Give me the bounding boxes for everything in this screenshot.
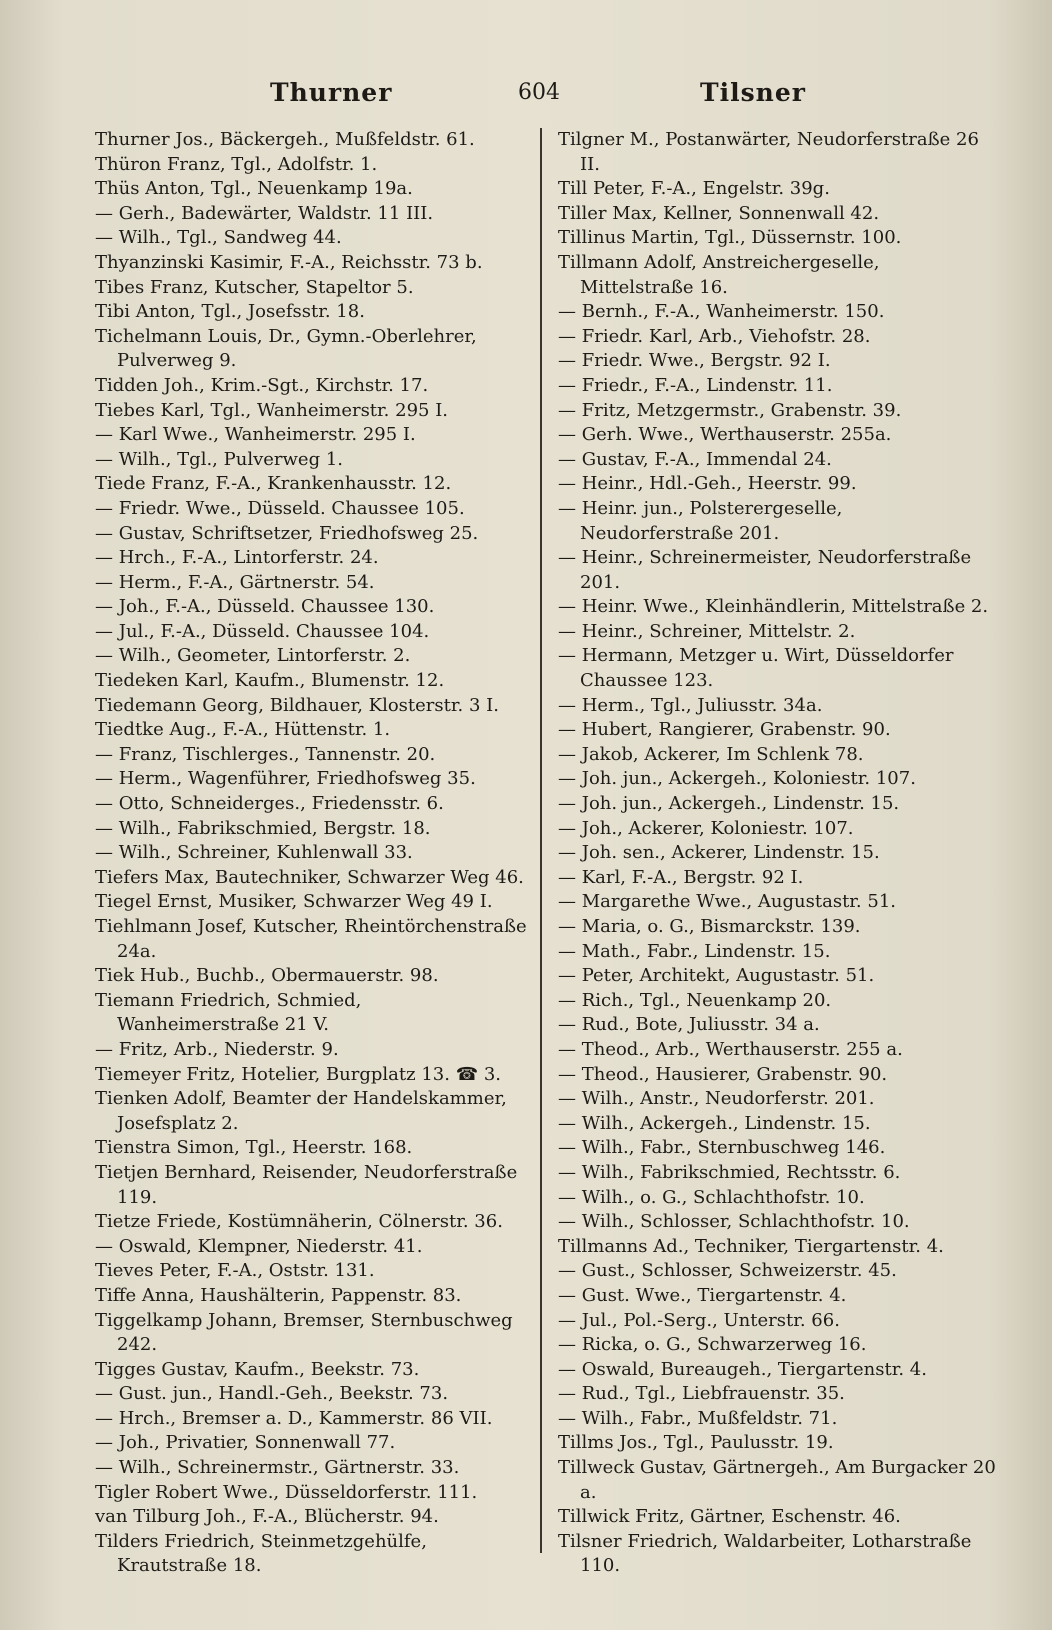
directory-entry: — Hrch., F.-A., Lintorferstr. 24. [95, 547, 379, 569]
right-column [558, 128, 998, 1579]
directory-entry: Tillweck Gustav, Gärtnergeh., Am Burgacker 20 a. [558, 1457, 996, 1503]
directory-entry: — Ricka, o. G., Schwarzerweg 16. [558, 1334, 867, 1356]
directory-entry: — Wilh., Fabr., Sternbuschweg 146. [558, 1137, 886, 1159]
directory-entry: — Jakob, Ackerer, Im Schlenk 78. [558, 743, 864, 765]
directory-entry: Tienken Adolf, Beamter der Handelskammer, Josefsplatz 2. [95, 1088, 507, 1134]
page-number: 604 [518, 80, 560, 105]
directory-entry: — Fritz, Metzgermstr., Grabenstr. 39. [558, 399, 902, 421]
directory-entry: Tiggelkamp Johann, Bremser, Sternbuschweg 242. [95, 1309, 513, 1356]
directory-entry: — Hrch., Bremser a. D., Kammerstr. 86 VII. [95, 1407, 493, 1429]
directory-entry: Thyanzinski Kasimir, F.-A., Reichsstr. 73 b. [95, 251, 483, 273]
directory-entry: Tiehlmann Josef, Kutscher, Rheintörchenstraße 24a. [95, 916, 527, 962]
directory-entry: van Tilburg Joh., F.-A., Blücherstr. 94. [95, 1506, 439, 1528]
directory-entry: — Maria, o. G., Bismarckstr. 139. [558, 916, 861, 937]
directory-entry: Tienstra Simon, Tgl., Heerstr. 168. [95, 1137, 413, 1159]
directory-entry: — Karl Wwe., Wanheimerstr. 295 I. [95, 424, 416, 446]
directory-entry: — Rud., Bote, Juliusstr. 34 a. [558, 1014, 820, 1036]
directory-entry: Tiffe Anna, Haushälterin, Pappenstr. 83. [95, 1284, 462, 1306]
directory-entry: Tibi Anton, Tgl., Josefsstr. 18. [95, 301, 365, 323]
right-running-head: Tilsner [700, 78, 806, 107]
directory-entry: Tiede Franz, F.-A., Krankenhausstr. 12. [95, 473, 452, 495]
directory-entry: — Wilh., Schreinermstr., Gärtnerstr. 33. [95, 1457, 460, 1479]
directory-entry: Thüron Franz, Tgl., Adolfstr. 1. [95, 153, 378, 175]
directory-entry: Tillmann Adolf, Anstreichergeselle, Mittelstraße 16. [558, 251, 880, 298]
directory-entry: — Gerh. Wwe., Werthauserstr. 255a. [558, 424, 892, 446]
directory-entry: — Hubert, Rangierer, Grabenstr. 90. [558, 719, 891, 741]
directory-entry: — Gust. Wwe., Tiergartenstr. 4. [558, 1284, 847, 1306]
directory-entry: — Friedr. Wwe., Bergstr. 92 I. [558, 350, 831, 372]
directory-entry: — Oswald, Bureaugeh., Tiergartenstr. 4. [558, 1358, 927, 1380]
directory-entry: Tigges Gustav, Kaufm., Beekstr. 73. [95, 1358, 420, 1380]
directory-entry: Tigler Robert Wwe., Düsseldorferstr. 111. [95, 1481, 478, 1503]
directory-entry: — Heinr., Schreiner, Mittelstr. 2. [558, 620, 856, 642]
directory-entry: — Heinr. jun., Polsterergeselle, Neudorferstraße 201. [558, 497, 843, 544]
directory-entry: Tilsner Friedrich, Waldarbeiter, Lotharstraße 110. [558, 1530, 972, 1577]
directory-entry: Tietjen Bernhard, Reisender, Neudorferstraße 119. [95, 1161, 518, 1208]
directory-entry: Tiek Hub., Buchb., Obermauerstr. 98. [95, 965, 439, 987]
directory-entry: — Jul., F.-A., Düsseld. Chaussee 104. [95, 620, 430, 642]
column-divider [540, 128, 542, 1553]
directory-entry: Tillms Jos., Tgl., Paulusstr. 19. [558, 1432, 834, 1454]
directory-entry: — Friedr. Karl, Arb., Viehofstr. 28. [558, 325, 871, 347]
directory-entry: — Peter, Architekt, Augustastr. 51. [558, 965, 875, 987]
directory-entry: Thüs Anton, Tgl., Neuenkamp 19a. [95, 178, 413, 200]
directory-entry: — Friedr., F.-A., Lindenstr. 11. [558, 374, 833, 396]
directory-entry: — Franz, Tischlerges., Tannenstr. 20. [95, 743, 436, 765]
directory-entry: — Rich., Tgl., Neuenkamp 20. [558, 989, 832, 1011]
directory-entry: — Gust. jun., Handl.-Geh., Beekstr. 73. [95, 1383, 449, 1405]
page-header [0, 74, 1052, 114]
directory-entry: — Wilh., Tgl., Pulverweg 1. [95, 448, 343, 470]
directory-entry: — Rud., Tgl., Liebfrauenstr. 35. [558, 1383, 845, 1405]
directory-entry: — Wilh., Geometer, Lintorferstr. 2. [95, 645, 411, 667]
directory-entry: — Joh. sen., Ackerer, Lindenstr. 15. [558, 842, 880, 864]
directory-entry: — Theod., Hausierer, Grabenstr. 90. [558, 1063, 888, 1085]
directory-entry: — Wilh., Tgl., Sandweg 44. [95, 227, 342, 249]
directory-entry: — Margarethe Wwe., Augustastr. 51. [558, 891, 897, 913]
directory-entry: Tiedeken Karl, Kaufm., Blumenstr. 12. [95, 670, 445, 692]
directory-entry: — Wilh., Anstr., Neudorferstr. 201. [558, 1088, 875, 1110]
directory-entry: — Fritz, Arb., Niederstr. 9. [95, 1038, 339, 1060]
directory-entry: — Otto, Schneiderges., Friedensstr. 6. [95, 793, 444, 815]
directory-entry: Tiller Max, Kellner, Sonnenwall 42. [558, 202, 880, 224]
directory-entry: — Wilh., Schreiner, Kuhlenwall 33. [95, 842, 413, 864]
directory-entry: Tibes Franz, Kutscher, Stapeltor 5. [95, 276, 414, 298]
directory-entry: — Wilh., Ackergeh., Lindenstr. 15. [558, 1112, 871, 1134]
directory-entry: Tidden Joh., Krim.-Sgt., Kirchstr. 17. [95, 374, 429, 396]
directory-entry: — Wilh., Schlosser, Schlachthofstr. 10. [558, 1211, 910, 1233]
directory-entry: — Heinr. Wwe., Kleinhändlerin, Mittelstraße 2. [558, 596, 989, 618]
directory-entry: Tietze Friede, Kostümnäherin, Cölnerstr. 36. [95, 1211, 503, 1233]
directory-entry: Tiemeyer Fritz, Hotelier, Burgplatz 13. ☎ 3. [95, 1063, 502, 1085]
directory-entry: Tiebes Karl, Tgl., Wanheimerstr. 295 I. [95, 399, 449, 421]
directory-entry: Tillinus Martin, Tgl., Düssernstr. 100. [558, 227, 902, 249]
directory-entry: Tiedtke Aug., F.-A., Hüttenstr. 1. [95, 719, 391, 741]
directory-entry: — Hermann, Metzger u. Wirt, Düsseldorfer Chaussee 123. [558, 645, 954, 692]
directory-entry: Tiegel Ernst, Musiker, Schwarzer Weg 49 I. [95, 891, 493, 913]
directory-entry: Tilgner M., Postanwärter, Neudorferstraße 26 II. [558, 129, 979, 175]
directory-entry: Tiefers Max, Bautechniker, Schwarzer Weg 46. [95, 866, 524, 888]
directory-entry: — Friedr. Wwe., Düsseld. Chaussee 105. [95, 497, 465, 519]
directory-entry: — Joh., Privatier, Sonnenwall 77. [95, 1432, 396, 1454]
directory-entry: — Math., Fabr., Lindenstr. 15. [558, 940, 831, 962]
directory-entry: Tillwick Fritz, Gärtner, Eschenstr. 46. [558, 1506, 901, 1528]
directory-entry: — Joh., Ackerer, Koloniestr. 107. [558, 817, 854, 839]
directory-entry: — Gust., Schlosser, Schweizerstr. 45. [558, 1260, 897, 1282]
directory-entry: — Gerh., Badewärter, Waldstr. 11 III. [95, 202, 434, 224]
directory-entry: Tichelmann Louis, Dr., Gymn.-Oberlehrer, Pulverweg 9. [95, 325, 477, 372]
directory-entry: — Oswald, Klempner, Niederstr. 41. [95, 1235, 423, 1257]
directory-entry: Till Peter, F.-A., Engelstr. 39g. [558, 178, 830, 200]
directory-entry: — Herm., F.-A., Gärtnerstr. 54. [95, 571, 375, 593]
directory-entry: — Karl, F.-A., Bergstr. 92 I. [558, 866, 804, 888]
directory-entry: Tiedemann Georg, Bildhauer, Klosterstr. 3 I. [95, 694, 499, 716]
directory-entry: — Herm., Wagenführer, Friedhofsweg 35. [95, 768, 476, 790]
directory-entry: — Gustav, Schriftsetzer, Friedhofsweg 25. [95, 522, 479, 544]
directory-entry: — Joh., F.-A., Düsseld. Chaussee 130. [95, 596, 435, 618]
directory-entry: Tiemann Friedrich, Schmied, Wanheimerstraße 21 V. [95, 989, 362, 1036]
directory-entry: — Jul., Pol.-Serg., Unterstr. 66. [558, 1309, 840, 1331]
directory-entry: — Joh. jun., Ackergeh., Lindenstr. 15. [558, 793, 900, 815]
directory-entry: — Theod., Arb., Werthauserstr. 255 a. [558, 1038, 903, 1060]
directory-entry: Tillmanns Ad., Techniker, Tiergartenstr. 4. [558, 1235, 944, 1257]
directory-entry: Tieves Peter, F.-A., Oststr. 131. [95, 1260, 375, 1282]
directory-entry: — Wilh., Fabrikschmied, Bergstr. 18. [95, 817, 431, 839]
left-column [95, 128, 527, 1579]
directory-entry: — Heinr., Schreinermeister, Neudorferstraße 201. [558, 547, 972, 593]
left-running-head: Thurner [270, 78, 393, 107]
directory-entry: — Wilh., o. G., Schlachthofstr. 10. [558, 1186, 865, 1208]
directory-entry: — Herm., Tgl., Juliusstr. 34a. [558, 694, 823, 716]
directory-entry: Tilders Friedrich, Steinmetzgehülfe, Krautstraße 18. [95, 1530, 427, 1577]
directory-entry: Thurner Jos., Bäckergeh., Mußfeldstr. 61. [95, 129, 475, 150]
directory-entry: — Gustav, F.-A., Immendal 24. [558, 448, 832, 470]
directory-entry: — Heinr., Hdl.-Geh., Heerstr. 99. [558, 473, 857, 495]
directory-entry: — Bernh., F.-A., Wanheimerstr. 150. [558, 301, 885, 323]
directory-entry: — Wilh., Fabrikschmied, Rechtsstr. 6. [558, 1161, 901, 1183]
directory-entry: — Wilh., Fabr., Mußfeldstr. 71. [558, 1407, 838, 1429]
directory-entry: — Joh. jun., Ackergeh., Koloniestr. 107. [558, 768, 916, 790]
